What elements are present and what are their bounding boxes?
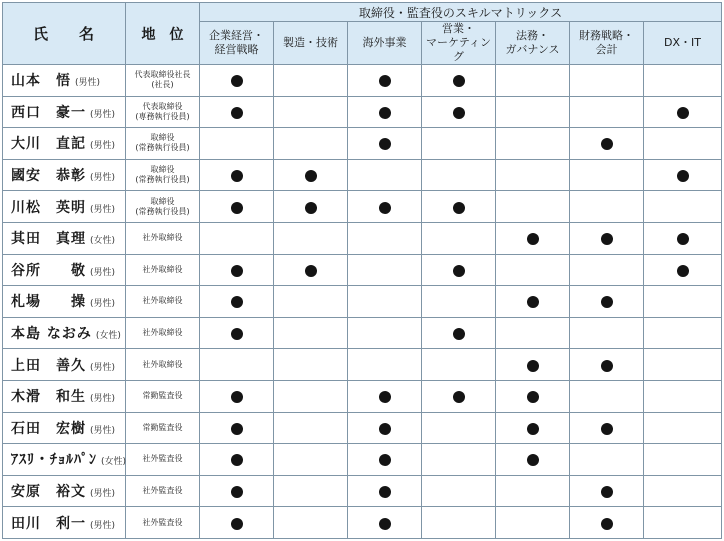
skill-cell — [200, 65, 274, 97]
skill-cell — [496, 254, 570, 286]
table-row — [3, 444, 722, 476]
skill-cell — [644, 191, 722, 223]
member-gender: (男性) — [90, 362, 116, 373]
skill-header-line: ガバナンス — [505, 43, 560, 56]
member-position-cell — [126, 222, 200, 254]
member-position-cell — [126, 412, 200, 444]
member-name: 谷所 敬 — [11, 262, 86, 279]
skill-dot-mark — [379, 518, 391, 530]
skill-dot-mark — [379, 486, 391, 498]
skill-header-7 — [644, 22, 722, 65]
member-name: 田川 利一 — [11, 515, 86, 532]
skill-cell — [274, 159, 348, 191]
skill-dot-mark — [453, 75, 465, 87]
member-name-cell — [3, 128, 126, 160]
skill-dot-mark — [601, 518, 613, 530]
skill-matrix-title: 取締役・監査役のスキルマトリックス — [200, 3, 722, 22]
skill-header-line: 財務戦略・ — [579, 29, 634, 42]
skill-cell — [348, 507, 422, 539]
skill-cell — [496, 380, 570, 412]
skill-dot-mark — [231, 423, 243, 435]
skill-dot-mark — [379, 75, 391, 87]
skill-cell — [348, 65, 422, 97]
member-name: 國安 恭彰 — [11, 168, 86, 185]
skill-cell — [274, 191, 348, 223]
skill-cell — [274, 475, 348, 507]
skill-cell — [496, 96, 570, 128]
skill-header-2 — [274, 22, 348, 65]
skill-cell — [570, 222, 644, 254]
skill-header-6 — [570, 22, 644, 65]
skill-dot-mark — [305, 170, 317, 182]
skill-cell — [644, 475, 722, 507]
skill-cell — [496, 317, 570, 349]
skill-header-line: 製造・技術 — [283, 36, 338, 49]
member-name: 石田 宏樹 — [11, 420, 86, 437]
skill-cell — [274, 317, 348, 349]
skill-cell — [348, 159, 422, 191]
skill-dot-mark — [527, 423, 539, 435]
skill-dot-mark — [379, 423, 391, 435]
skill-cell — [644, 128, 722, 160]
member-name-cell — [3, 222, 126, 254]
skill-cell — [644, 96, 722, 128]
member-position: (専務執行役員) — [135, 111, 190, 121]
skill-dot-mark — [527, 391, 539, 403]
skill-cell — [200, 159, 274, 191]
skill-cell — [644, 507, 722, 539]
skill-dot-mark — [601, 423, 613, 435]
skill-cell — [274, 444, 348, 476]
skill-cell — [570, 444, 644, 476]
skill-cell — [644, 65, 722, 97]
table-row — [3, 159, 722, 191]
skill-dot-mark — [601, 138, 613, 150]
skill-dot-mark — [677, 107, 689, 119]
skill-dot-mark — [453, 202, 465, 214]
skill-cell — [644, 159, 722, 191]
skill-cell — [274, 65, 348, 97]
member-name-cell — [3, 507, 126, 539]
skill-dot-mark — [527, 233, 539, 245]
member-name: 大川 直記 — [11, 136, 86, 153]
member-gender: (女性) — [90, 236, 116, 247]
skill-dot-mark — [231, 202, 243, 214]
member-name-cell — [3, 65, 126, 97]
skill-cell — [200, 317, 274, 349]
skill-dot-mark — [379, 391, 391, 403]
table-row — [3, 222, 722, 254]
member-gender: (男性) — [90, 394, 116, 405]
skill-dot-mark — [305, 265, 317, 277]
skill-cell — [570, 159, 644, 191]
skill-cell — [496, 412, 570, 444]
skill-cell — [348, 475, 422, 507]
skill-cell — [274, 222, 348, 254]
member-position: 社外取締役 — [142, 233, 183, 243]
skill-cell — [644, 254, 722, 286]
skill-cell — [422, 412, 496, 444]
skill-header-3 — [348, 22, 422, 65]
skill-cell — [644, 317, 722, 349]
skill-dot-mark — [305, 202, 317, 214]
skill-cell — [422, 507, 496, 539]
skill-dot-mark — [379, 454, 391, 466]
skill-dot-mark — [601, 233, 613, 245]
skill-cell — [422, 65, 496, 97]
member-position: 社外監査役 — [142, 486, 183, 496]
member-position: 社外取締役 — [142, 359, 183, 369]
member-gender: (男性) — [90, 299, 116, 310]
skill-cell — [348, 254, 422, 286]
skill-cell — [496, 191, 570, 223]
skill-dot-mark — [677, 170, 689, 182]
skill-dot-mark — [231, 265, 243, 277]
skill-cell — [570, 380, 644, 412]
skill-cell — [422, 96, 496, 128]
skill-cell — [422, 128, 496, 160]
skill-cell — [200, 412, 274, 444]
position-column-header: 地 位 — [126, 3, 200, 65]
member-gender: (男性) — [90, 109, 116, 120]
member-position-cell — [126, 475, 200, 507]
skill-dot-mark — [231, 75, 243, 87]
member-position: (社長) — [151, 80, 174, 90]
table-row — [3, 380, 722, 412]
member-position: (常務執行役員) — [135, 175, 190, 185]
member-name-cell — [3, 191, 126, 223]
skill-cell — [200, 191, 274, 223]
skill-cell — [348, 286, 422, 318]
member-name-cell — [3, 380, 126, 412]
skill-dot-mark — [379, 138, 391, 150]
member-name: 上田 善久 — [11, 357, 86, 374]
skill-cell — [644, 222, 722, 254]
skill-cell — [200, 444, 274, 476]
skill-cell — [496, 65, 570, 97]
skill-dot-mark — [453, 391, 465, 403]
skill-cell — [644, 349, 722, 381]
member-position: 社外取締役 — [142, 264, 183, 274]
member-name-cell — [3, 254, 126, 286]
skill-dot-mark — [453, 328, 465, 340]
member-position: 取締役 — [150, 196, 175, 206]
member-position: (常務執行役員) — [135, 143, 190, 153]
member-name-cell — [3, 349, 126, 381]
member-name-cell — [3, 444, 126, 476]
skill-dot-mark — [527, 360, 539, 372]
skill-cell — [496, 349, 570, 381]
skill-header-4 — [422, 22, 496, 65]
skill-cell — [348, 444, 422, 476]
skill-cell — [422, 349, 496, 381]
skill-cell — [570, 191, 644, 223]
member-name-cell — [3, 412, 126, 444]
skill-dot-mark — [231, 170, 243, 182]
skill-cell — [422, 475, 496, 507]
skill-header-line: 海外事業 — [362, 36, 407, 49]
table-row — [3, 96, 722, 128]
skill-cell — [200, 96, 274, 128]
member-position-cell — [126, 191, 200, 223]
skill-cell — [644, 380, 722, 412]
skill-cell — [570, 317, 644, 349]
skill-cell — [496, 222, 570, 254]
member-gender: (男性) — [90, 141, 116, 152]
skill-cell — [422, 191, 496, 223]
member-position-cell — [126, 96, 200, 128]
table-row — [3, 128, 722, 160]
skill-dot-mark — [231, 107, 243, 119]
member-position-cell — [126, 254, 200, 286]
member-position: 取締役 — [150, 133, 175, 143]
member-name: 山本 悟 — [11, 73, 71, 90]
skill-cell — [422, 380, 496, 412]
member-name-cell — [3, 96, 126, 128]
skill-cell — [200, 349, 274, 381]
skill-cell — [422, 254, 496, 286]
skill-cell — [422, 444, 496, 476]
skill-cell — [570, 475, 644, 507]
member-position-cell — [126, 65, 200, 97]
table-row — [3, 475, 722, 507]
member-position: 取締役 — [150, 165, 175, 175]
skill-cell — [348, 317, 422, 349]
member-name: 札場 操 — [11, 294, 86, 311]
skill-dot-mark — [453, 107, 465, 119]
skill-cell — [200, 380, 274, 412]
member-position-cell — [126, 128, 200, 160]
member-name: ｱｽﾘ・ﾁｮﾙﾊﾟﾝ — [11, 452, 97, 469]
skill-dot-mark — [231, 328, 243, 340]
skill-cell — [274, 254, 348, 286]
skill-cell — [348, 222, 422, 254]
skill-cell — [348, 128, 422, 160]
skill-cell — [274, 507, 348, 539]
member-gender: (女性) — [101, 457, 127, 468]
skill-dot-mark — [601, 486, 613, 498]
skill-cell — [274, 96, 348, 128]
skill-cell — [200, 222, 274, 254]
member-name: 西口 豪一 — [11, 104, 86, 121]
member-name: 本島 なおみ — [11, 326, 92, 343]
skill-cell — [570, 507, 644, 539]
skill-dot-mark — [527, 296, 539, 308]
name-column-header: 氏 名 — [3, 3, 126, 65]
member-gender: (女性) — [95, 331, 121, 342]
skill-header-line: 法務・ — [516, 29, 549, 42]
skill-cell — [274, 380, 348, 412]
member-gender: (男性) — [90, 425, 116, 436]
member-gender: (男性) — [90, 173, 116, 184]
skill-cell — [274, 412, 348, 444]
skill-dot-mark — [379, 202, 391, 214]
skill-cell — [422, 286, 496, 318]
member-name: 其田 真理 — [11, 231, 86, 248]
skill-cell — [496, 128, 570, 160]
skill-cell — [274, 349, 348, 381]
member-position-cell — [126, 380, 200, 412]
skill-header-line: 企業経営・ — [209, 29, 264, 42]
table-row — [3, 254, 722, 286]
skill-cell — [496, 475, 570, 507]
member-position-cell — [126, 349, 200, 381]
member-position-cell — [126, 507, 200, 539]
skill-dot-mark — [601, 360, 613, 372]
table-row — [3, 65, 722, 97]
member-position-cell — [126, 286, 200, 318]
skill-cell — [644, 412, 722, 444]
table-row — [3, 286, 722, 318]
skill-cell — [348, 191, 422, 223]
member-position: (常務執行役員) — [135, 206, 190, 216]
skill-dot-mark — [231, 391, 243, 403]
skill-header-line: 経営戦略 — [214, 43, 259, 56]
skill-cell — [348, 380, 422, 412]
skill-header-line: マーケティング — [426, 36, 491, 63]
skill-cell — [200, 128, 274, 160]
table-header — [3, 3, 722, 65]
skill-cell — [422, 159, 496, 191]
skill-cell — [570, 412, 644, 444]
skill-cell — [570, 65, 644, 97]
member-position: 常勤監査役 — [142, 391, 183, 401]
member-gender: (男性) — [90, 520, 116, 531]
skill-dot-mark — [677, 233, 689, 245]
skill-cell — [200, 475, 274, 507]
skill-header-line: DX・IT — [664, 36, 702, 49]
skill-dot-mark — [231, 486, 243, 498]
skill-cell — [348, 412, 422, 444]
member-position-cell — [126, 317, 200, 349]
member-position: 社外取締役 — [142, 328, 183, 338]
member-name-cell — [3, 286, 126, 318]
member-gender: (男性) — [75, 78, 101, 89]
skill-cell — [274, 128, 348, 160]
member-position: 常勤監査役 — [142, 422, 183, 432]
member-gender: (男性) — [90, 204, 116, 215]
skill-cell — [274, 286, 348, 318]
skill-cell — [348, 96, 422, 128]
skill-header-line: 営業・ — [442, 22, 475, 35]
skill-dot-mark — [677, 265, 689, 277]
skill-cell — [422, 222, 496, 254]
member-name: 安原 裕文 — [11, 484, 86, 501]
member-position-cell — [126, 159, 200, 191]
member-position: 代表取締役社長 — [134, 70, 191, 80]
skill-dot-mark — [453, 265, 465, 277]
member-gender: (男性) — [90, 489, 116, 500]
skill-cell — [570, 349, 644, 381]
member-position: 社外監査役 — [142, 517, 183, 527]
skill-cell — [570, 96, 644, 128]
table-row — [3, 317, 722, 349]
member-gender: (男性) — [90, 267, 116, 278]
skill-matrix-table — [2, 2, 722, 539]
skill-cell — [644, 286, 722, 318]
skill-header-1 — [200, 22, 274, 65]
member-position: 社外監査役 — [142, 454, 183, 464]
member-position: 代表取締役 — [142, 101, 183, 111]
table-row — [3, 349, 722, 381]
member-name-cell — [3, 159, 126, 191]
skill-cell — [200, 254, 274, 286]
table-row — [3, 507, 722, 539]
skill-header-line: 会計 — [595, 43, 618, 56]
skill-cell — [200, 286, 274, 318]
skill-cell — [570, 286, 644, 318]
member-name: 木滑 和生 — [11, 389, 86, 406]
skill-cell — [644, 444, 722, 476]
skill-cell — [348, 349, 422, 381]
skill-dot-mark — [231, 454, 243, 466]
skill-cell — [422, 317, 496, 349]
skill-cell — [496, 507, 570, 539]
skill-cell — [570, 254, 644, 286]
skill-dot-mark — [601, 296, 613, 308]
table-row — [3, 191, 722, 223]
skill-dot-mark — [379, 107, 391, 119]
member-position: 社外取締役 — [142, 296, 183, 306]
skill-header-5 — [496, 22, 570, 65]
skill-cell — [570, 128, 644, 160]
skill-dot-mark — [231, 518, 243, 530]
member-position-cell — [126, 444, 200, 476]
skill-dot-mark — [527, 454, 539, 466]
member-name-cell — [3, 317, 126, 349]
member-name-cell — [3, 475, 126, 507]
skill-cell — [496, 444, 570, 476]
skill-cell — [496, 286, 570, 318]
member-name: 川松 英明 — [11, 199, 86, 216]
skill-dot-mark — [231, 296, 243, 308]
table-row — [3, 412, 722, 444]
skill-cell — [200, 507, 274, 539]
skill-cell — [496, 159, 570, 191]
